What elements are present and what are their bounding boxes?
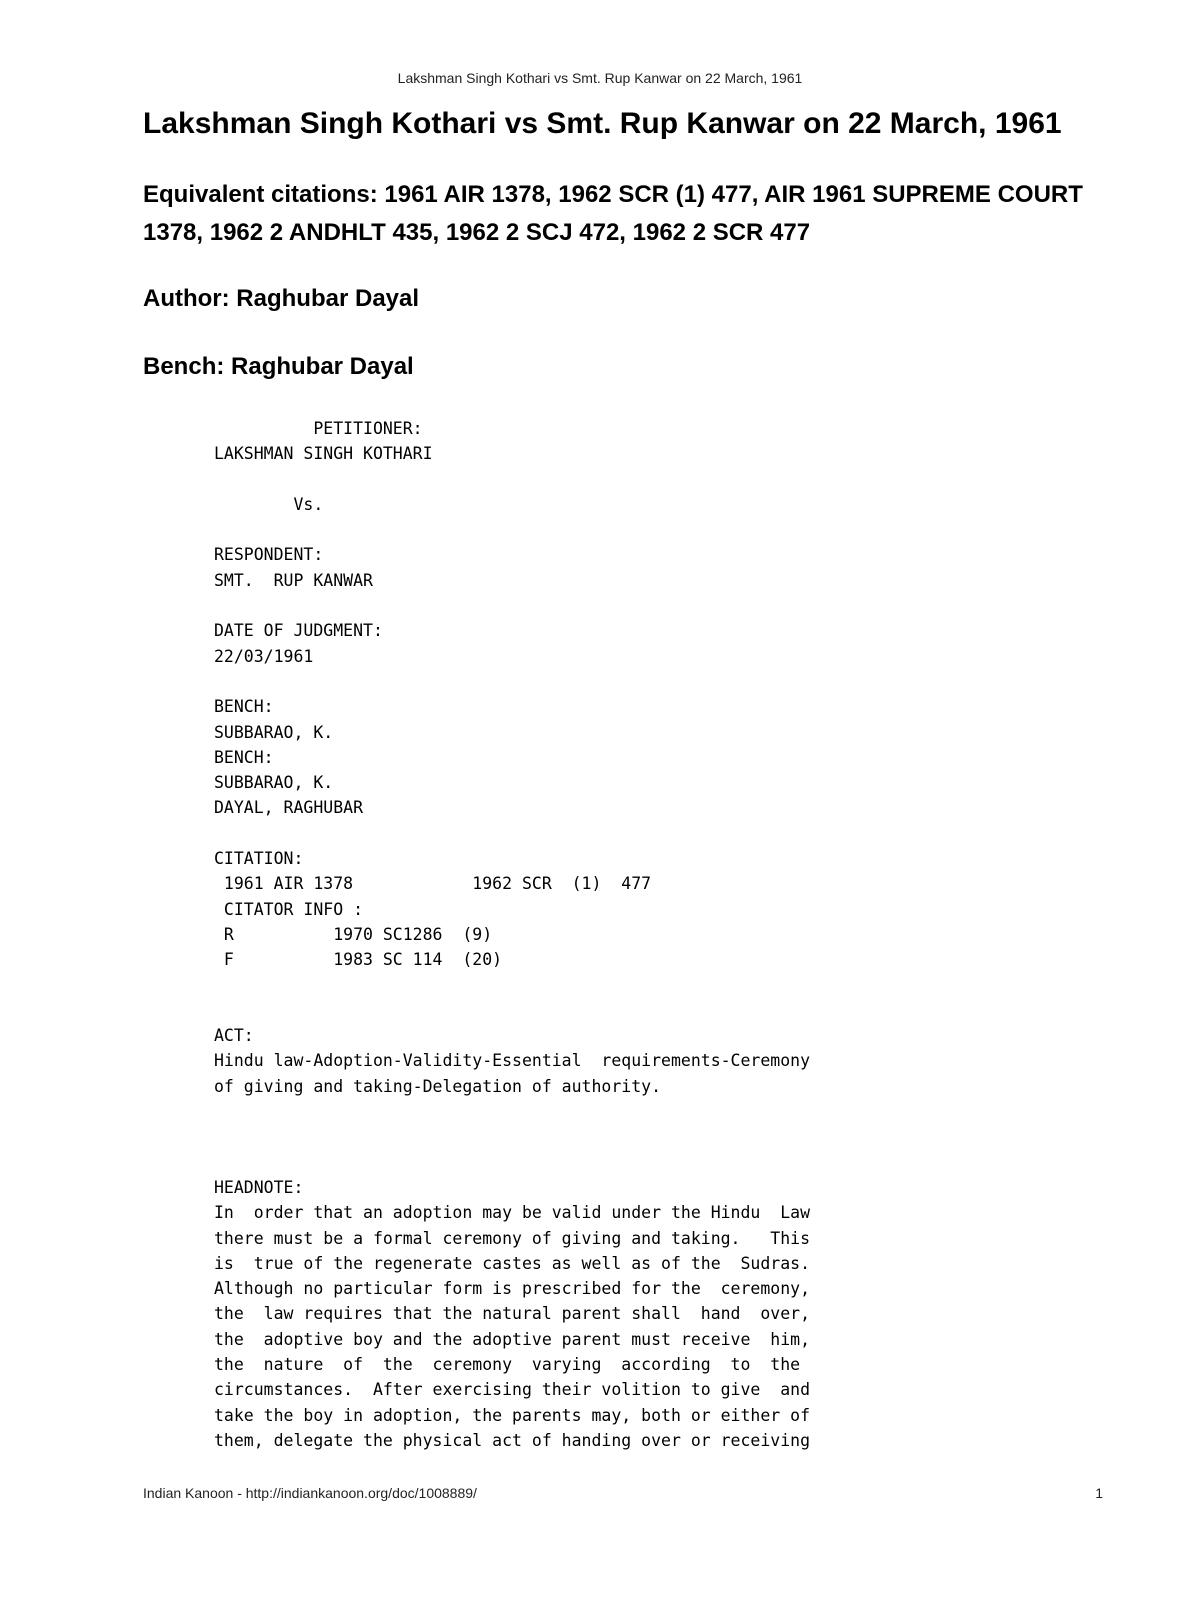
body-line: DATE OF JUDGMENT: — [214, 621, 383, 641]
body-line: 22/03/1961 — [214, 646, 314, 666]
body-line: them, delegate the physical act of handing over or receiving — [214, 1430, 811, 1450]
body-line: Hindu law-Adoption-Validity-Essential requirements-Ceremony — [214, 1051, 811, 1071]
body-line: ACT: — [214, 1026, 254, 1046]
body-line: CITATOR INFO : — [214, 899, 364, 919]
body-line: the law requires that the natural parent shall hand over, — [214, 1304, 811, 1324]
page-number: 1 — [1095, 1485, 1103, 1501]
body-line: the adoptive boy and the adoptive parent must receive him, — [214, 1329, 811, 1349]
body-line — [214, 998, 810, 1023]
body-line: LAKSHMAN SINGH KOTHARI — [214, 444, 433, 464]
body-line: Although no particular form is prescribed for the ceremony, — [214, 1279, 811, 1299]
body-line: is true of the regenerate castes as well as of the Sudras. — [214, 1253, 811, 1273]
body-line — [214, 593, 810, 618]
body-line: HEADNOTE: — [214, 1177, 304, 1197]
bench-line: Bench: Raghubar Dayal — [143, 353, 414, 380]
body-line: circumstances. After exercising their volition to give and — [214, 1380, 811, 1400]
body-line — [214, 821, 810, 846]
body-line — [214, 973, 810, 998]
body-line: SUBBARAO, K. — [214, 722, 334, 742]
body-line: of giving and taking-Delegation of authority. — [214, 1076, 662, 1096]
footer-source-link[interactable]: Indian Kanoon - http://indiankanoon.org/doc/1008889/ — [143, 1485, 477, 1501]
body-line: BENCH: — [214, 697, 274, 717]
body-line: PETITIONER: — [214, 419, 423, 438]
body-line: F 1983 SC 114 (20) — [214, 950, 503, 970]
body-line: there must be a formal ceremony of giving and taking. This — [214, 1228, 811, 1248]
body-line: CITATION: — [214, 849, 304, 869]
body-line: the nature of the ceremony varying according to the — [214, 1354, 801, 1374]
body-line: RESPONDENT: — [214, 545, 324, 565]
body-line — [214, 1124, 810, 1149]
author-line: Author: Raghubar Dayal — [143, 285, 420, 312]
body-line: 1961 AIR 1378 1962 SCR (1) 477 — [214, 874, 652, 894]
body-line: In order that an adoption may be valid under the Hindu Law — [214, 1203, 811, 1223]
body-line: take the boy in adoption, the parents may, both or either of — [214, 1405, 811, 1425]
running-header: Lakshman Singh Kothari vs Smt. Rup Kanwar on 22 March, 1961 — [397, 70, 803, 86]
document-title: Lakshman Singh Kothari vs Smt. Rup Kanwar on 22 March, 1961 — [143, 107, 1062, 140]
body-line — [214, 467, 810, 492]
body-line: BENCH: — [214, 747, 274, 767]
body-line — [214, 1150, 810, 1175]
judgment-body — [214, 416, 810, 1453]
equivalent-citations: Equivalent citations: 1961 AIR 1378, 1962 SCR (1) 477, AIR 1961 SUPREME COURT 1378, 1962 2 ANDHLT 435, 1962 2 SCJ 472, 1962 2 SCR 477 — [143, 181, 1083, 246]
body-line — [214, 669, 810, 694]
body-line: Vs. — [214, 494, 324, 514]
body-line: SUBBARAO, K. — [214, 773, 334, 793]
body-line: SMT. RUP KANWAR — [214, 570, 373, 590]
body-line: R 1970 SC1286 (9) — [214, 924, 493, 944]
body-line — [214, 1099, 810, 1124]
body-line: DAYAL, RAGHUBAR — [214, 798, 364, 818]
body-line — [214, 517, 810, 542]
